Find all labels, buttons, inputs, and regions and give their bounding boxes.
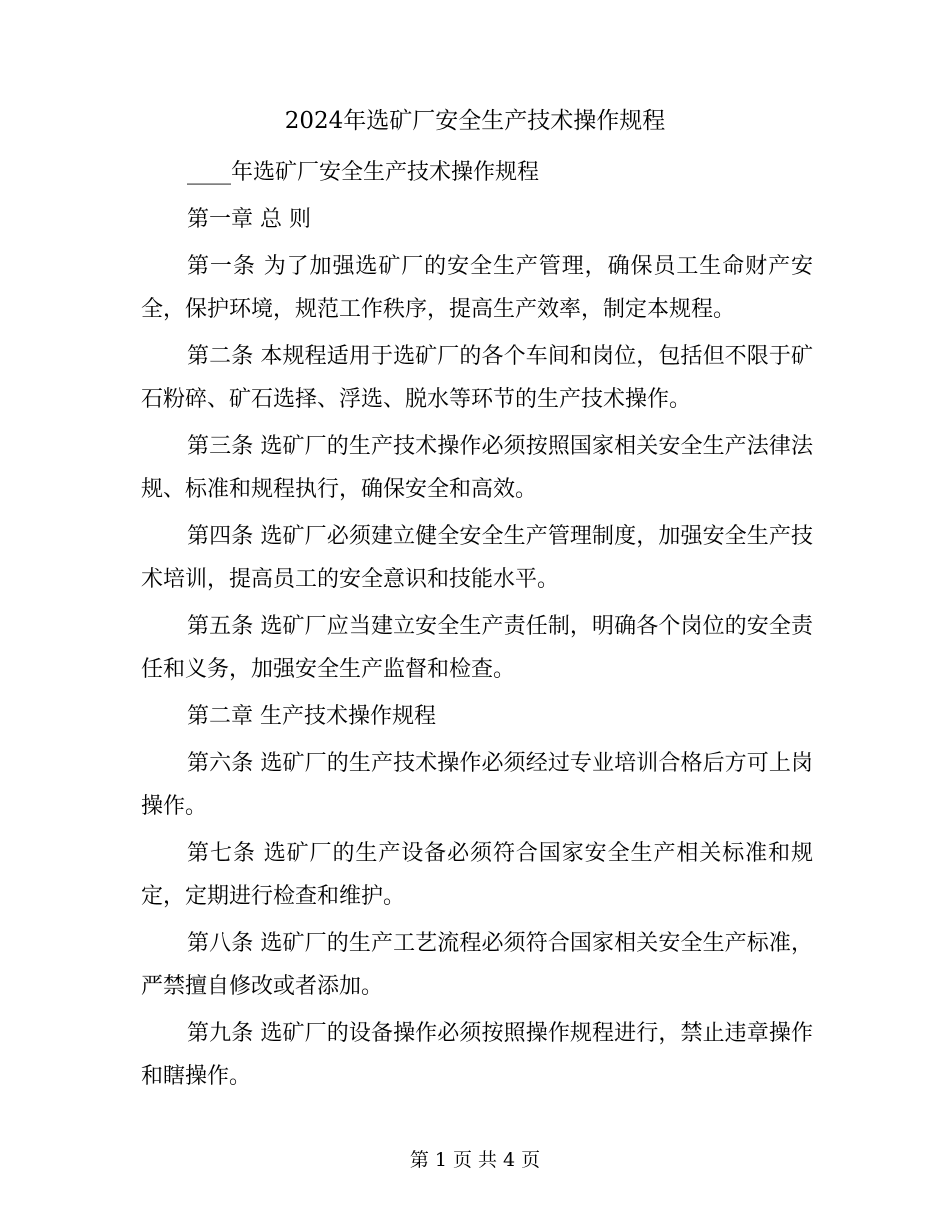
page-footer: 第 1 页 共 4 页 [409, 1149, 541, 1171]
document-body [141, 151, 813, 1102]
article-1: 第一条 为了加强选矿厂的安全生产管理，确保员工生命财产安全，保护环境，规范工作秩序，提高生产效率，制定本规程。 [141, 254, 813, 322]
article-9: 第九条 选矿厂的设备操作必须按照操作规程进行，禁止违章操作和瞎操作。 [141, 1021, 813, 1089]
paragraph-subtitle: ____年选矿厂安全生产技术操作规程 [187, 160, 540, 185]
article-4: 第四条 选矿厂必须建立健全安全生产管理制度，加强安全生产技术培训，提高员工的安全意识和技能水平。 [141, 524, 813, 592]
article-5: 第五条 选矿厂应当建立安全生产责任制，明确各个岗位的安全责任和义务，加强安全生产监督和检查。 [141, 614, 813, 682]
article-7: 第七条 选矿厂的生产设备必须符合国家安全生产相关标准和规定，定期进行检查和维护。 [141, 841, 813, 909]
document-title: 2024年选矿厂安全生产技术操作规程 [284, 108, 666, 134]
article-8: 第八条 选矿厂的生产工艺流程必须符合国家相关安全生产标准，严禁擅自修改或者添加。 [141, 931, 813, 999]
article-3: 第三条 选矿厂的生产技术操作必须按照国家相关安全生产法律法规、标准和规程执行，确保安全和高效。 [141, 434, 813, 502]
chapter-heading-2: 第二章 生产技术操作规程 [187, 704, 436, 729]
article-6: 第六条 选矿厂的生产技术操作必须经过专业培训合格后方可上岗操作。 [141, 751, 813, 819]
chapter-heading-1: 第一章 总 则 [187, 207, 311, 232]
article-2: 第二条 本规程适用于选矿厂的各个车间和岗位，包括但不限于矿石粉碎、矿石选择、浮选、脱水等环节的生产技术操作。 [141, 344, 813, 412]
